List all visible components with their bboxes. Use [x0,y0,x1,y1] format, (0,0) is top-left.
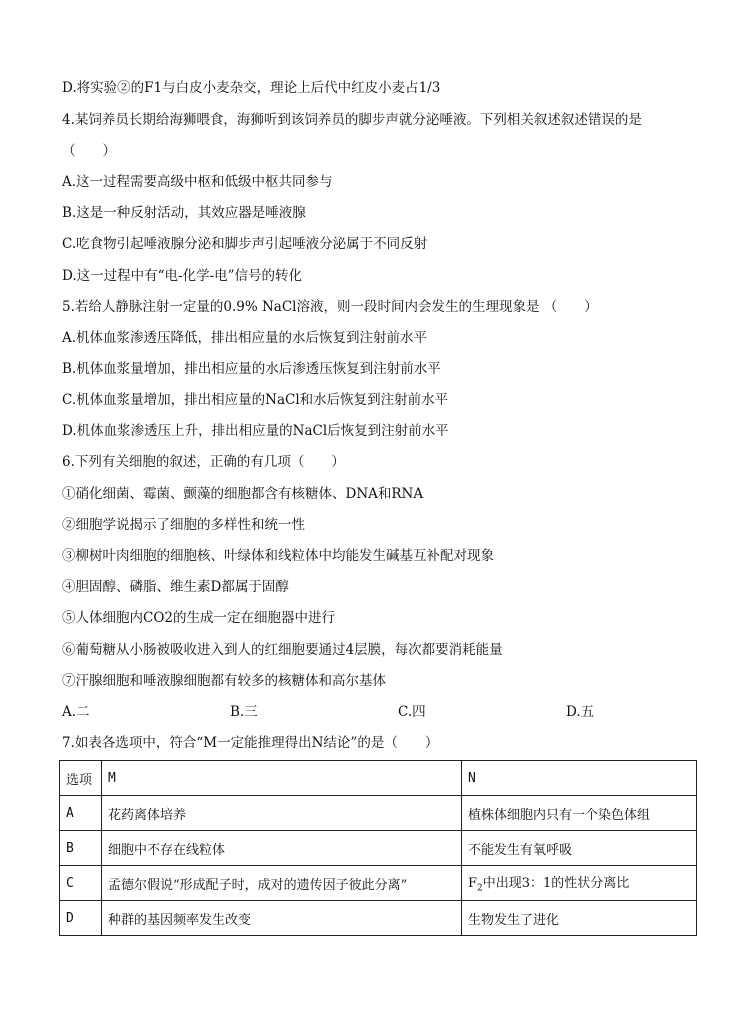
table-cell: C [60,866,102,901]
table-row [60,866,697,901]
q6-option-b: B.三 [230,704,258,720]
q6-option-a: A.二 [62,704,90,720]
table-cell: B [60,831,102,866]
q7-table [59,760,697,936]
table-cell: 细胞中不存在线粒体 [102,831,462,866]
q6-statement-7: ⑦汗腺细胞和唾液腺细胞都有较多的核糖体和高尔基体 [62,673,386,689]
q6-statement-2: ②细胞学说揭示了细胞的多样性和统一性 [62,517,305,533]
q4-option-a: A.这一过程需要高级中枢和低级中枢共同参与 [62,174,333,190]
table-cell: 种群的基因频率发生改变 [102,901,462,936]
f-subscript: 2 [477,883,483,894]
table-header-cell: N [462,761,697,796]
q4-option-b: B.这是一种反射活动，其效应器是唾液腺 [62,205,306,221]
q6-statement-6: ⑥葡萄糖从小肠被吸收进入到人的红细胞要通过4层膜，每次都要消耗能量 [62,642,503,658]
table-cell: 生物发生了进化 [462,901,697,936]
q4-stem: 4.某饲养员长期给海狮喂食，海狮听到该饲养员的脚步声就分泌唾液。下列相关叙述叙述错误的是 [62,112,642,128]
f-symbol: F [468,876,478,892]
q3-option-d: D.将实验②的F1与白皮小麦杂交，理论上后代中红皮小麦占1/3 [62,80,441,96]
table-row [60,901,697,936]
table-cell: 不能发生有氧呼吸 [462,831,697,866]
table-header-cell: 选项 [60,761,102,796]
q6-statement-4: ④胆固醇、磷脂、维生素D都属于固醇 [62,579,289,595]
q6-stem: 6.下列有关细胞的叙述，正确的有几项（ ） [62,454,345,470]
table-cell: 孟德尔假说“形成配子时，成对的遗传因子彼此分离” [102,866,462,901]
table-row [60,796,697,831]
q4-bracket: （ ） [62,143,116,159]
q6-option-d: D.五 [566,704,595,720]
table-header-cell: M [102,761,462,796]
table-row [60,831,697,866]
q5-stem: 5.若给人静脉注射一定量的0.9% NaCl溶液，则一段时间内会发生的生理现象是 （ ） [62,299,598,315]
table-header-row [60,761,697,796]
q6-statement-1: ①硝化细菌、霉菌、颤藻的细胞都含有核糖体、DNA和RNA [62,486,424,502]
table-cell: 植株体细胞内只有一个染色体组 [462,796,697,831]
q4-option-c: C.吃食物引起唾液腺分泌和脚步声引起唾液分泌属于不同反射 [62,236,428,252]
table-cell: D [60,901,102,936]
q5-option-a: A.机体血浆渗透压降低，排出相应量的水后恢复到注射前水平 [62,330,428,346]
table-cell: 花药离体培养 [102,796,462,831]
q4-option-d: D.这一过程中有“电-化学-电”信号的转化 [62,268,303,284]
q6-statement-5: ⑤人体细胞内CO2的生成一定在细胞器中进行 [62,610,335,626]
q5-option-b: B.机体血浆量增加，排出相应量的水后渗透压恢复到注射前水平 [62,361,441,377]
q6-statement-3: ③柳树叶肉细胞的细胞核、叶绿体和线粒体中均能发生碱基互补配对现象 [62,548,494,564]
q7-stem: 7.如表各选项中，符合“M一定能推理得出N结论”的是（ ） [62,735,439,751]
table-cell: A [60,796,102,831]
ratio-text: 中出现3：1的性状分离比 [482,876,630,892]
q6-option-c: C.四 [398,704,426,720]
q5-option-c: C.机体血浆量增加，排出相应量的NaCl和水后恢复到注射前水平 [62,392,449,408]
table-cell [462,866,697,901]
q5-option-d: D.机体血浆渗透压上升，排出相应量的NaCl后恢复到注射前水平 [62,423,449,439]
